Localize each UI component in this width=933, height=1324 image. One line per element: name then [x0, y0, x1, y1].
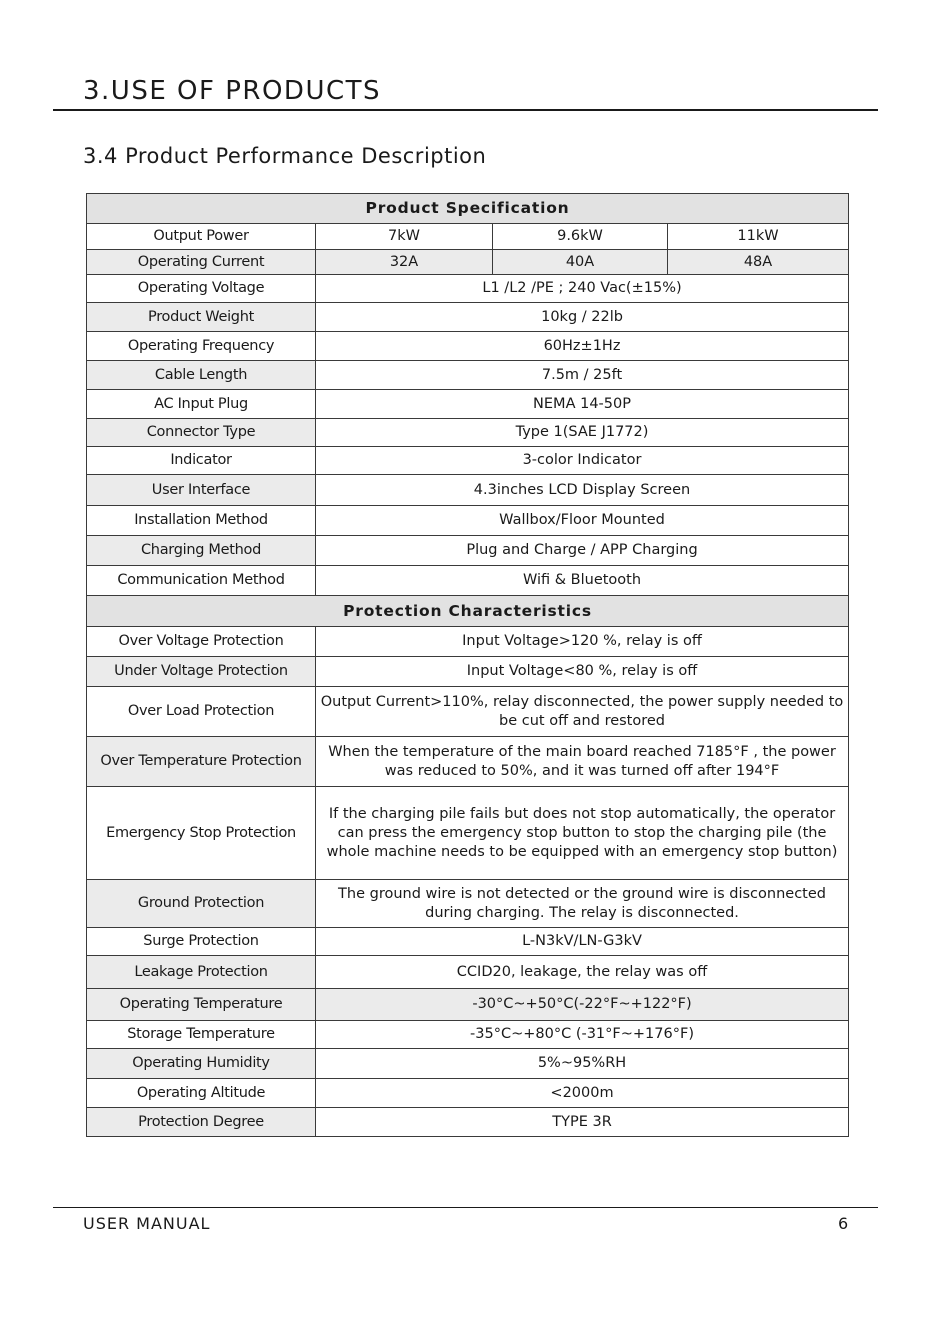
section-title: 3.4 Product Performance Description — [83, 144, 487, 168]
table-row — [87, 447, 849, 475]
table-row — [87, 989, 849, 1021]
page-number: 6 — [838, 1214, 849, 1233]
table-row — [87, 1079, 849, 1108]
spec-table — [86, 193, 849, 1137]
row-label: Communication Method — [87, 566, 316, 596]
chapter-title: 3.USE OF PRODUCTS — [83, 76, 382, 106]
row-value: CCID20, leakage, the relay was off — [316, 956, 849, 989]
table-row — [87, 506, 849, 536]
table-row — [87, 536, 849, 566]
table-row — [87, 475, 849, 506]
row-value: 9.6kW — [493, 224, 668, 250]
row-label: Storage Temperature — [87, 1021, 316, 1049]
row-value: Output Current>110%, relay disconnected, the power supply needed to be cut off and restored — [316, 687, 849, 737]
table-row — [87, 596, 849, 627]
row-label: Emergency Stop Protection — [87, 787, 316, 880]
row-value: Input Voltage<80 %, relay is off — [316, 657, 849, 687]
row-value: Wallbox/Floor Mounted — [316, 506, 849, 536]
row-label: Connector Type — [87, 419, 316, 447]
row-label: Output Power — [87, 224, 316, 250]
product-spec-header: Product Specification — [87, 194, 849, 224]
table-row — [87, 1021, 849, 1049]
footer-title: USER MANUAL — [83, 1214, 211, 1233]
row-value: 60Hz±1Hz — [316, 332, 849, 361]
row-value: If the charging pile fails but does not stop automatically, the operator can press the emergency stop button to stop the charging pile (the whole machine needs to be equipped with an emergency stop button) — [316, 787, 849, 880]
row-label: Under Voltage Protection — [87, 657, 316, 687]
row-value: -35°C~+80°C (-31°F~+176°F) — [316, 1021, 849, 1049]
header-divider — [53, 109, 878, 111]
table-row — [87, 275, 849, 303]
row-label: Surge Protection — [87, 928, 316, 956]
row-label: Leakage Protection — [87, 956, 316, 989]
table-row — [87, 928, 849, 956]
row-value: The ground wire is not detected or the ground wire is disconnected during charging. The relay is disconnected. — [316, 880, 849, 928]
row-value: 5%~95%RH — [316, 1049, 849, 1079]
row-value: 4.3inches LCD Display Screen — [316, 475, 849, 506]
table-row — [87, 880, 849, 928]
row-value: 11kW — [668, 224, 849, 250]
row-value: NEMA 14-50P — [316, 390, 849, 419]
row-label: Over Load Protection — [87, 687, 316, 737]
row-label: Over Temperature Protection — [87, 737, 316, 787]
table-row — [87, 224, 849, 250]
row-value: 40A — [493, 250, 668, 275]
row-value: 7kW — [316, 224, 493, 250]
table-row — [87, 194, 849, 224]
table-row — [87, 657, 849, 687]
table-row — [87, 687, 849, 737]
row-value: 32A — [316, 250, 493, 275]
row-label: Operating Voltage — [87, 275, 316, 303]
row-value: 48A — [668, 250, 849, 275]
row-label: Over Voltage Protection — [87, 627, 316, 657]
row-label: Ground Protection — [87, 880, 316, 928]
table-row — [87, 250, 849, 275]
row-label: Cable Length — [87, 361, 316, 390]
row-label: Product Weight — [87, 303, 316, 332]
row-label: Operating Temperature — [87, 989, 316, 1021]
row-value: L-N3kV/LN-G3kV — [316, 928, 849, 956]
row-value: Wifi & Bluetooth — [316, 566, 849, 596]
row-value: L1 /L2 /PE ; 240 Vac(±15%) — [316, 275, 849, 303]
table-row — [87, 390, 849, 419]
row-label: Charging Method — [87, 536, 316, 566]
row-value: TYPE 3R — [316, 1108, 849, 1137]
row-label: AC Input Plug — [87, 390, 316, 419]
table-row — [87, 419, 849, 447]
table-row — [87, 332, 849, 361]
row-value: Plug and Charge / APP Charging — [316, 536, 849, 566]
table-row — [87, 627, 849, 657]
row-label: Operating Humidity — [87, 1049, 316, 1079]
row-value: <2000m — [316, 1079, 849, 1108]
row-value: Type 1(SAE J1772) — [316, 419, 849, 447]
row-label: Indicator — [87, 447, 316, 475]
table-row — [87, 566, 849, 596]
table-row — [87, 737, 849, 787]
row-label: Operating Altitude — [87, 1079, 316, 1108]
table-row — [87, 787, 849, 880]
table-row — [87, 1049, 849, 1079]
row-value: 10kg / 22lb — [316, 303, 849, 332]
row-value: Input Voltage>120 %, relay is off — [316, 627, 849, 657]
row-label: User Interface — [87, 475, 316, 506]
footer-divider — [53, 1207, 878, 1208]
row-value: When the temperature of the main board reached 7185°F , the power was reduced to 50%, and it was turned off after 194°F — [316, 737, 849, 787]
table-row — [87, 956, 849, 989]
row-label: Operating Current — [87, 250, 316, 275]
row-label: Operating Frequency — [87, 332, 316, 361]
row-value: 7.5m / 25ft — [316, 361, 849, 390]
table-row — [87, 303, 849, 332]
table-row — [87, 1108, 849, 1137]
row-value: 3-color Indicator — [316, 447, 849, 475]
row-value: -30°C~+50°C(-22°F~+122°F) — [316, 989, 849, 1021]
row-label: Installation Method — [87, 506, 316, 536]
row-label: Protection Degree — [87, 1108, 316, 1137]
protection-header: Protection Characteristics — [87, 596, 849, 627]
table-row — [87, 361, 849, 390]
